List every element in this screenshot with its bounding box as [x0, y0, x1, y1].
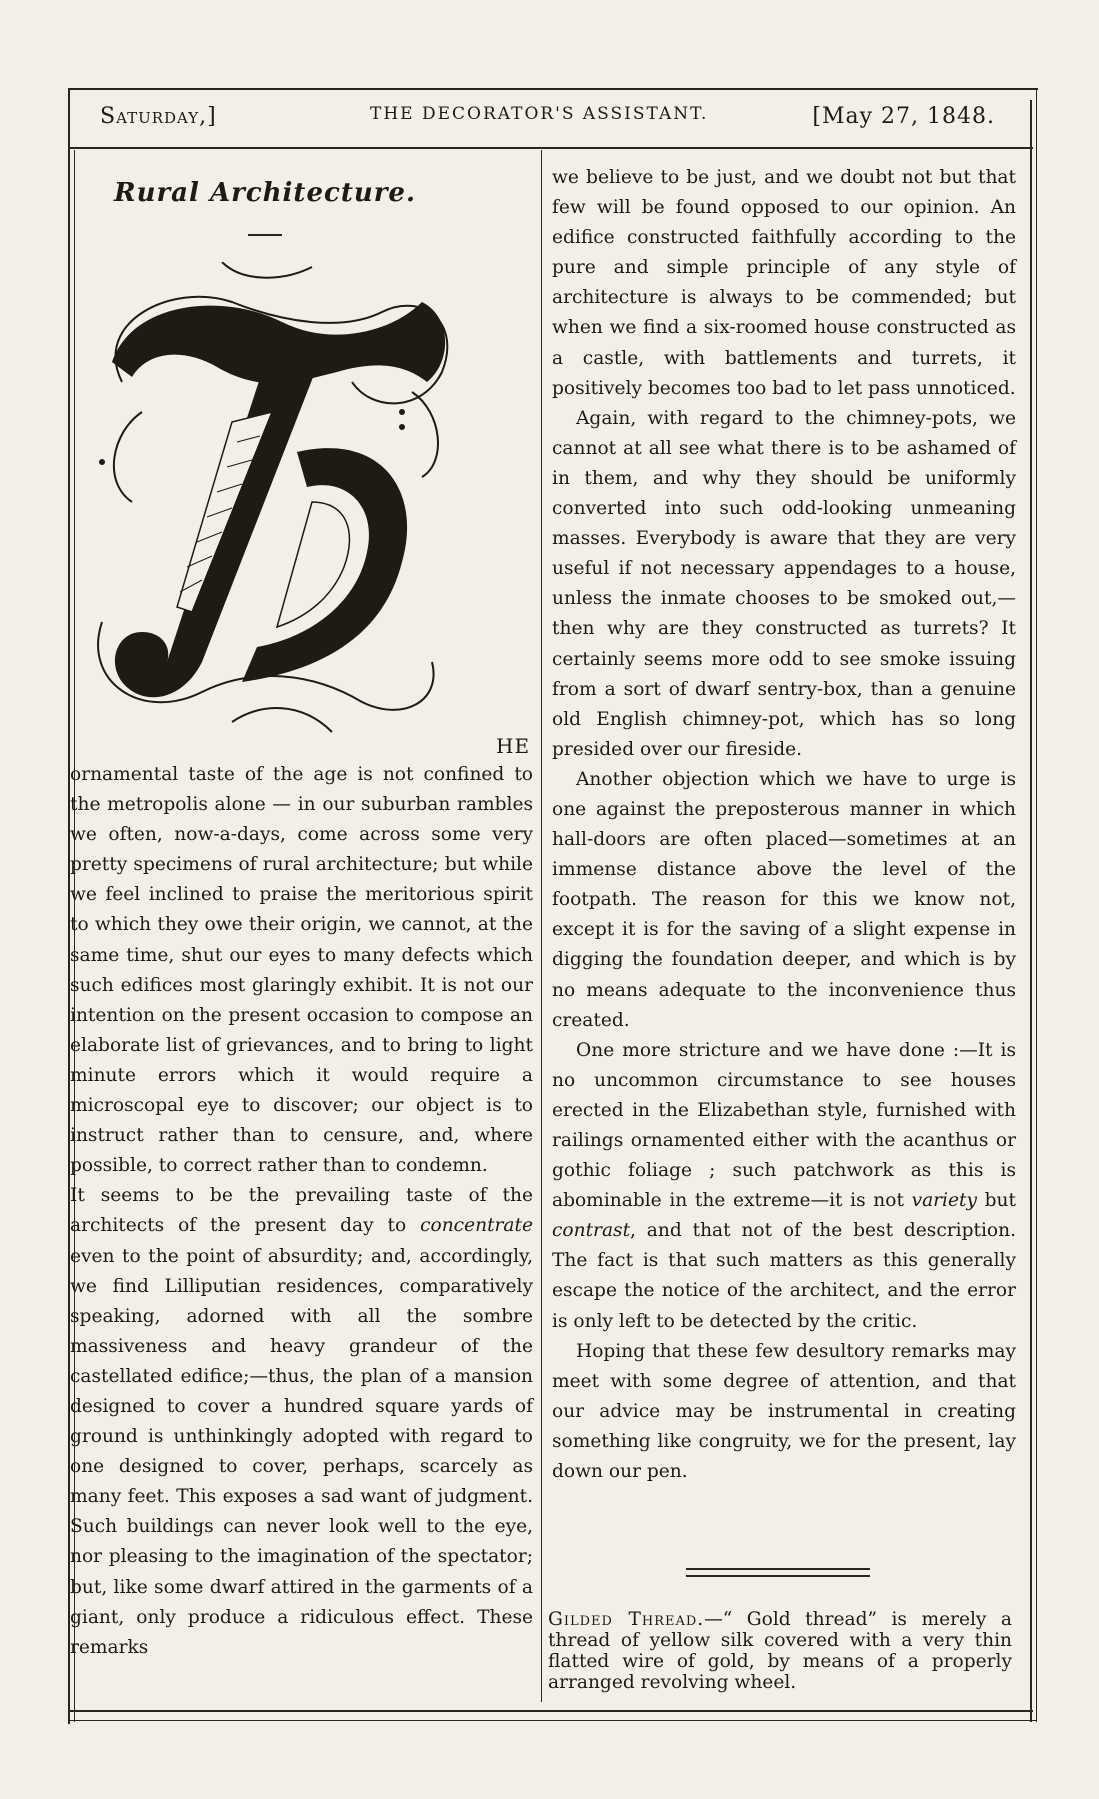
- right-paragraph-2: Again, with regard to the chimney-pots, we cannot at all see what there is to be ashamed of in them, and why they should be uniformly converted into such odd-looking unmeaning masses. Everybody is aware that they are very useful if not necessary appendages to a house, unless the inmate chooses to be smoked out,—then why are they constructed as turrets? It certainly seems more odd to see smoke issuing from a sort of dwarf sentry-box, than a genuine old English chimney-pot, which has so long presided over our fireside.: [552, 407, 1016, 760]
- right-paragraph-1: we believe to be just, and we doubt not but that few will be found opposed to our opinion. An edifice constructed faithfully according to the pure and simple principle of any style of architecture is always to be commended; but when we find a six-roomed house constructed as a castle, with battlements and turrets, it positively becomes too bad to let pass unnoticed.: [552, 167, 1016, 399]
- title-dash: [248, 234, 282, 236]
- top-rule: [68, 88, 1038, 90]
- right-column-text: [552, 163, 1016, 1487]
- separator-line-1: [686, 1568, 870, 1570]
- right-paragraph-3: Another objection which we have to urge is one against the preposterous manner in which hall-doors are often placed—sometimes at an immense distance above the level of the footpath. The reason for this we know not, except it is for the saving of a slight expense in digging the foundation deeper, and which is by no means adequate to the inconvenience thus created.: [552, 768, 1016, 1031]
- initial-rest: HE: [496, 734, 531, 758]
- right-paragraph-5: Hoping that these few desultory remarks may meet with some degree of attention, and that our advice may be instrumental in creating something like congruity, we for the present, lay down our pen.: [552, 1340, 1016, 1483]
- bottom-rule: [68, 1710, 1033, 1712]
- gilded-thread-note: [548, 1609, 1012, 1693]
- left-paragraph-2: It seems to be the prevailing taste of the architects of the present day to concentrate even to the point of absurdity; and, accordingly, we find Lilliputian residences, comparatively speaking, adorned with all the sombre massiveness and heavy grandeur of the castellated edifice;—thus, the plan of a mansion designed to cover a hundred square yards of ground is unthinkingly adopted with regard to one designed to cover, perhaps, scarcely as many feet. This exposes a sad want of judgment. Such buildings can never look well to the eye, nor pleasing to the imagination of the spectator; but, like some dwarf attired in the garments of a giant, only produce a ridiculous effect. These remarks: [70, 1185, 533, 1658]
- column-divider: [541, 150, 542, 1702]
- header-day: Saturday,]: [100, 104, 217, 129]
- article-title: Rural Architecture.: [113, 178, 417, 208]
- bottom-rule-outer: [68, 1720, 1036, 1721]
- running-header: [100, 104, 995, 134]
- separator-line-2: [686, 1575, 870, 1577]
- left-column-text: [70, 760, 533, 1663]
- header-date: [May 27, 1848.: [812, 104, 995, 129]
- right-border-outer: [1036, 88, 1037, 1722]
- note-text: —“ Gold thread” is merely a thread of yellow silk covered with a very thin flatted wire of gold, by means of a properly arranged revolving wheel.: [548, 1609, 1012, 1693]
- right-paragraph-4: One more stricture and we have done :—It is no uncommon circumstance to see houses erected in the Elizabethan style, furnished with railings ornamented either with the acanthus or gothic foliage ; such patchwork as this is abominable in the extreme—it is not variety but contrast, and that not of the best description. The fact is that such matters as this generally escape the notice of the architect, and the error is only left to be detected by the critic.: [552, 1039, 1016, 1332]
- header-title: THE DECORATOR'S ASSISTANT.: [370, 104, 709, 124]
- right-border: [1030, 100, 1032, 1722]
- note-lead: Gilded Thread.: [548, 1609, 705, 1630]
- ornamental-initial-t-icon: [82, 262, 474, 742]
- header-bottom-rule: [68, 147, 1033, 149]
- left-paragraph-1: ornamental taste of the age is not confined to the metropolis alone — in our suburban rambles we often, now-a-days, come across some very pretty specimens of rural architecture; but while we feel inclined to praise the meritorious spirit to which they owe their origin, we cannot, at the same time, shut our eyes to many defects which such edifices most glaringly exhibit. It is not our intention on the present occasion to compose an elaborate list of grievances, and to bring to light minute errors which it would require a microscopal eye to discover; our object is to instruct rather than to censure, and, where possible, to correct rather than to condemn.: [70, 764, 533, 1177]
